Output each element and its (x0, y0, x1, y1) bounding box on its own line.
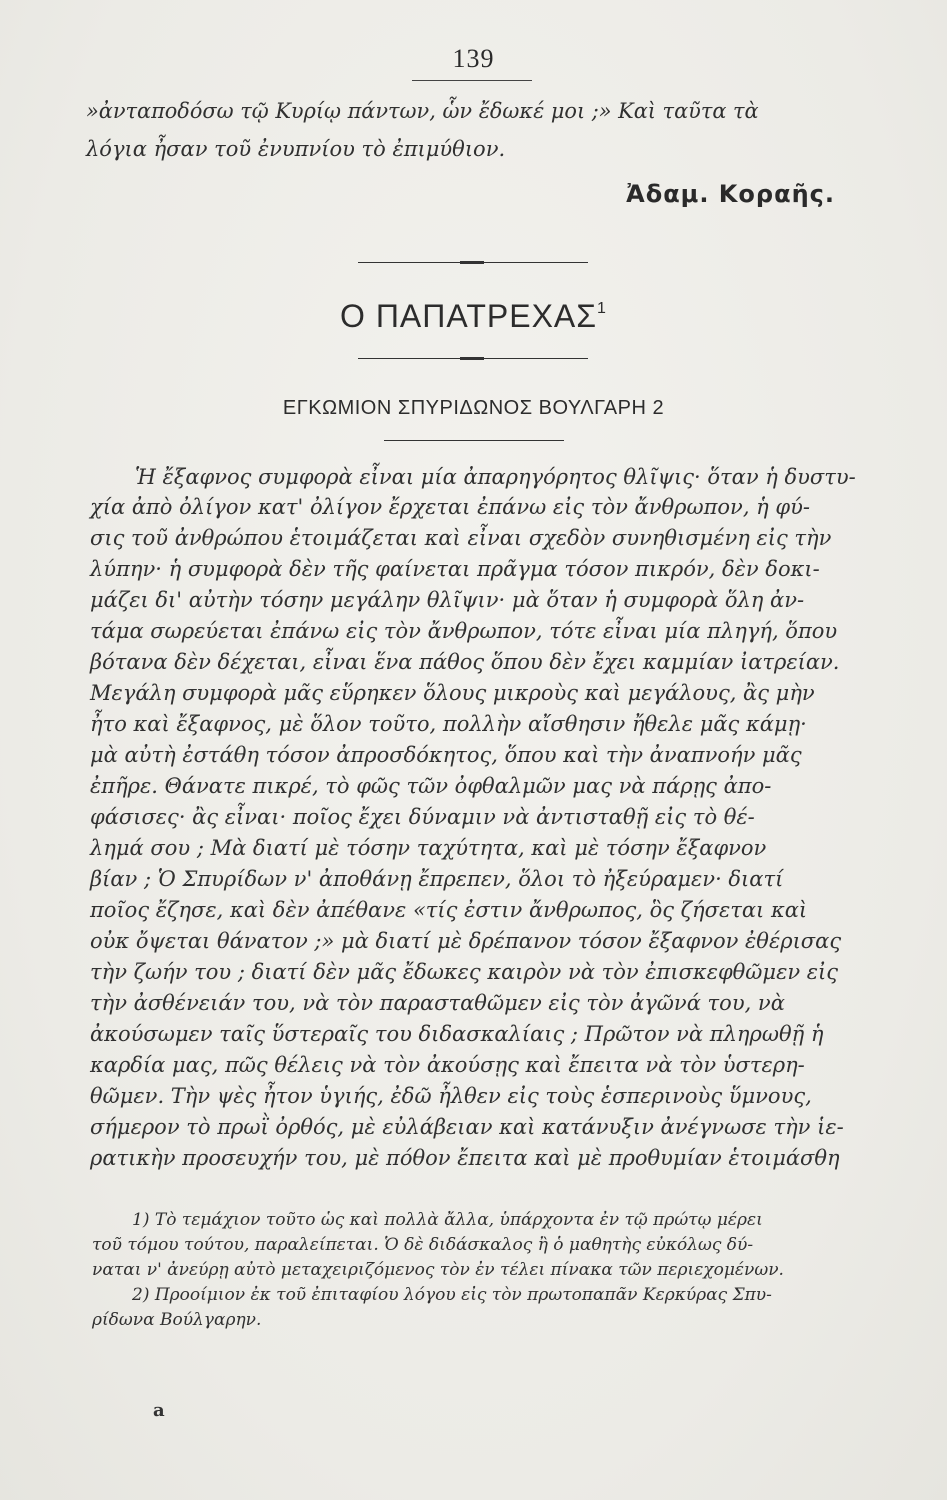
body-line: θῶμεν. Τὴν ψὲς ἦτον ὑγιής, ἐδῶ ἦλθεν εἰς τοὺς ἑσπερινοὺς ὕμνους, (90, 1084, 812, 1108)
body-line: Ἡ ἔξαφνος συμφορὰ εἶναι μία ἀπαρηγόρητος θλῖψις· ὅταν ἡ δυστυ- (135, 465, 856, 489)
body-line: λημά σου ; Μὰ διατί μὲ τόσην ταχύτητα, καὶ μὲ τόσην ἔξαφνον (90, 836, 767, 860)
body-line: ρατικὴν προσευχήν του, μὲ πόθον ἔπειτα καὶ μὲ προθυμίαν ἑτοιμάσθη (90, 1146, 840, 1170)
body-line: μάζει δι' αὐτὴν τόσην μεγάλην θλῖψιν· μὰ ὅταν ἡ συμφορὰ ὅλη ἀν- (90, 588, 805, 612)
body-line: σήμερον τὸ πρωῒ ὀρθός, μὲ εὐλάβειαν καὶ κατάνυξιν ἀνέγνωσε τὴν ἱε- (90, 1115, 844, 1139)
body-line: Μεγάλη συμφορὰ μᾶς εὕρηκεν ὅλους μικροὺς καὶ μεγάλους, ἂς μὴν (90, 681, 815, 705)
body-line: μὰ αὐτὴ ἐστάθη τόσον ἀπροσδόκητος, ὅπου καὶ τὴν ἀναπνοήν μᾶς (90, 743, 802, 767)
title-text: Ο ΠΑΠΑΤΡΕΧΑΣ (340, 298, 598, 334)
subtitle: ΕΓΚΩΜΙΟΝ ΣΠΥΡΙΔΩΝΟΣ ΒΟΥΛΓΑΡΗ 2 (282, 397, 665, 419)
signature-mark: a (153, 1400, 165, 1421)
page-number-underline (412, 80, 532, 81)
title-footnote-marker: 1 (597, 300, 607, 317)
separator-rule-middle-mark (460, 357, 484, 360)
footnote-line: 1) Τὸ τεμάχιον τοῦτο ὡς καὶ πολλὰ ἄλλα, ὑπάρχοντα ἐν τῷ πρώτῳ μέρει (132, 1210, 763, 1230)
separator-rule-bottom (384, 440, 564, 441)
body-line: σις τοῦ ἀνθρώπου ἑτοιμάζεται καὶ εἶναι σχεδὸν συνηθισμένη εἰς τὴν (90, 526, 832, 550)
body-line: βότανα δὲν δέχεται, εἶναι ἕνα πάθος ὅπου δὲν ἔχει καμμίαν ἰατρείαν. (90, 650, 840, 674)
body-line: οὐκ ὄψεται θάνατον ;» μὰ διατί μὲ δρέπανον τόσον ἔξαφνον ἐθέρισας (90, 929, 842, 953)
title (0, 298, 947, 335)
intro-line-1: »ἀνταποδόσω τῷ Κυρίῳ πάντων, ὧν ἔδωκέ μοι ;» Καὶ ταῦτα τὰ (86, 99, 759, 123)
body-line: καρδία μας, πῶς θέλεις νὰ τὸν ἀκούσῃς καὶ ἔπειτα νὰ τὸν ὑστερη- (90, 1053, 805, 1077)
body-line: φάσισες· ἂς εἶναι· ποῖος ἔχει δύναμιν νὰ ἀντισταθῇ εἰς τὸ θέ- (90, 805, 755, 829)
footnote-line: ρίδωνα Βούλγαρην. (92, 1310, 262, 1330)
body-line: ἐπῆρε. Θάνατε πικρέ, τὸ φῶς τῶν ὀφθαλμῶν μας νὰ πάρῃς ἀπο- (90, 774, 772, 798)
body-line: ποῖος ἔζησε, καὶ δὲν ἀπέθανε «τίς ἐστιν ἄνθρωπος, ὃς ζήσεται καὶ (90, 898, 808, 922)
body-line: τάμα σωρεύεται ἐπάνω εἰς τὸν ἄνθρωπον, τότε εἶναι μία πληγή, ὅπου (90, 619, 838, 643)
body-line: ἀκούσωμεν ταῖς ὕστεραῖς του διδασκαλίαις ; Πρῶτον νὰ πληρωθῇ ἡ (90, 1022, 824, 1046)
footnote-line: ναται ν' ἀνεύρῃ αὐτὸ μεταχειριζόμενος τὸν ἐν τέλει πίνακα τῶν περιεχομένων. (92, 1260, 784, 1280)
page-number: 139 (452, 44, 495, 73)
footnote-line: τοῦ τόμου τούτου, παραλείπεται. Ὁ δὲ διδάσκαλος ἢ ὁ μαθητὴς εὐκόλως δύ- (92, 1235, 754, 1255)
separator-rule-top-mark (460, 261, 484, 264)
footnote-line: 2) Προοίμιον ἐκ τοῦ ἐπιταφίου λόγου εἰς τὸν πρωτοπαπᾶν Κερκύρας Σπυ- (132, 1285, 772, 1305)
body-line: τὴν ἀσθένειάν του, νὰ τὸν παρασταθῶμεν εἰς τὸν ἀγῶνά του, νὰ (90, 991, 785, 1015)
signature: Ἀδαμ. Κοραῆς. (626, 180, 835, 208)
body-line: τὴν ζωήν του ; διατί δὲν μᾶς ἔδωκες καιρὸν νὰ τὸν ἐπισκεφθῶμεν εἰς (90, 960, 839, 984)
intro-line-2: λόγια ἦσαν τοῦ ἐνυπνίου τὸ ἐπιμύθιον. (86, 137, 506, 161)
body-line: χία ἀπὸ ὀλίγον κατ' ὀλίγον ἔρχεται ἐπάνω εἰς τὸν ἄνθρωπον, ἡ φύ- (90, 495, 810, 519)
body-line: βίαν ; Ὁ Σπυρίδων ν' ἀποθάνῃ ἔπρεπεν, ὅλοι τὸ ἠξεύραμεν· διατί (90, 867, 784, 891)
body-line: ἦτο καὶ ἔξαφνος, μὲ ὅλον τοῦτο, πολλὴν αἴσθησιν ἤθελε μᾶς κάμῃ· (90, 712, 807, 736)
body-line: λύπην· ἡ συμφορὰ δὲν τῆς φαίνεται πρᾶγμα τόσον πικρόν, δὲν δοκι- (90, 557, 820, 581)
